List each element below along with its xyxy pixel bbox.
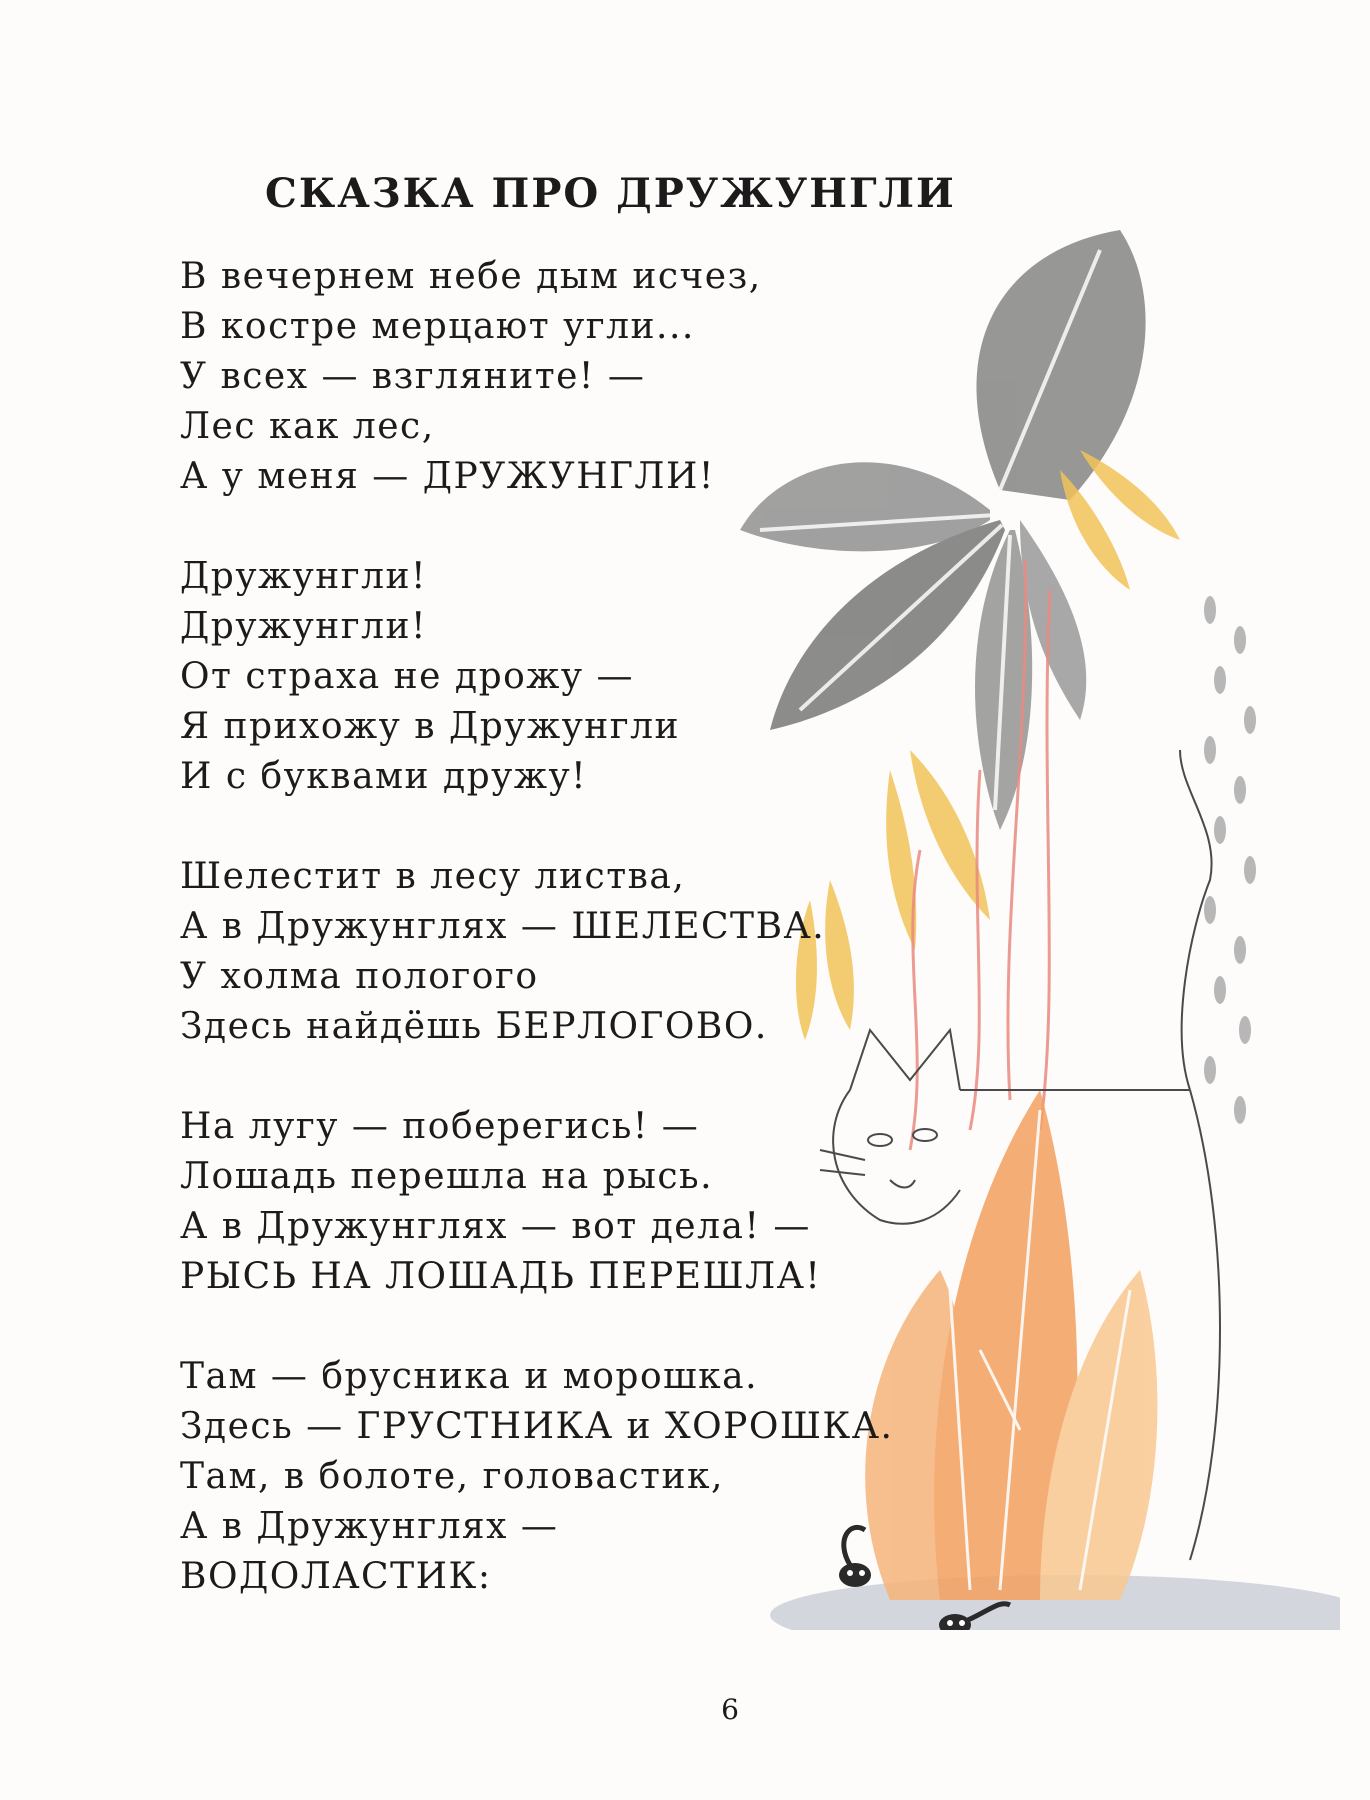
- poem-body: [180, 252, 1040, 1652]
- poem-line: А в Дружунглях — вот дела! —: [180, 1206, 811, 1247]
- poem-title: СКАЗКА ПРО ДРУЖУНГЛИ: [265, 170, 956, 217]
- poem-line: Там, в болоте, головастик,: [180, 1456, 724, 1497]
- poem-line: Я прихожу в Дружунгли: [180, 706, 680, 747]
- stanza-1: [180, 252, 1040, 502]
- poem-line: Дружунгли!: [180, 556, 427, 597]
- poem-line: У холма пологого: [180, 956, 539, 997]
- poem-line: На лугу — поберегись! —: [180, 1106, 700, 1147]
- poem-line: Там — брусника и морошка.: [180, 1356, 759, 1397]
- poem-line: Дружунгли!: [180, 606, 427, 647]
- poem-line: Шелестит в лесу листва,: [180, 856, 686, 897]
- poem-line: ВОДОЛАСТИК:: [180, 1556, 492, 1597]
- poem-line: Здесь — ГРУСТНИКА и ХОРОШКА.: [180, 1406, 894, 1447]
- poem-line: Лошадь перешла на рысь.: [180, 1156, 714, 1197]
- poem-line: Лес как лес,: [180, 406, 435, 447]
- stanza-2: [180, 552, 1040, 802]
- poem-line: А у меня — ДРУЖУНГЛИ!: [180, 456, 715, 497]
- poem-line: РЫСЬ НА ЛОШАДЬ ПЕРЕШЛА!: [180, 1256, 822, 1297]
- poem-line: А в Дружунглях —: [180, 1506, 559, 1547]
- poem-line: И с буквами дружу!: [180, 756, 588, 797]
- poem-line: Здесь найдёшь БЕРЛОГОВО.: [180, 1006, 768, 1047]
- stanza-4: [180, 1102, 1040, 1302]
- page-number: 6: [721, 1693, 739, 1726]
- poem-line: У всех — взгляните! —: [180, 356, 646, 397]
- poem-line: В костре мерцают угли...: [180, 306, 695, 347]
- stanza-5: [180, 1352, 1040, 1602]
- poem-line: От страха не дрожу —: [180, 656, 635, 697]
- stanza-3: [180, 852, 1040, 1052]
- poem-line: В вечернем небе дым исчез,: [180, 256, 762, 297]
- poem-line: А в Дружунглях — ШЕЛЕСТВА.: [180, 906, 826, 947]
